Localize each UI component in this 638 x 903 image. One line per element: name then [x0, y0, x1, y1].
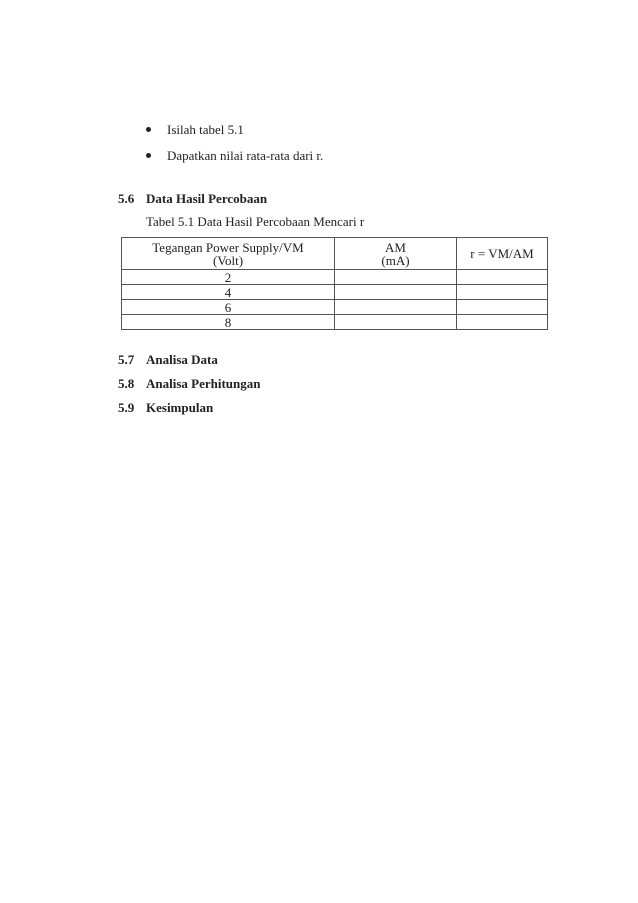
table-row	[122, 285, 548, 300]
section-heading-5-7	[118, 352, 218, 367]
header-am-line1: AM	[385, 239, 406, 255]
cell-am	[335, 285, 457, 300]
list-item	[146, 122, 323, 137]
cell-voltage: 4	[122, 285, 335, 300]
header-am-line2: (mA)	[381, 252, 410, 268]
section-number: 5.7	[118, 352, 135, 367]
table-row	[122, 300, 548, 315]
header-voltage-line1: Tegangan Power Supply/VM	[152, 239, 304, 255]
cell-r	[457, 270, 548, 285]
table-row	[122, 270, 548, 285]
section-number: 5.6	[118, 191, 135, 206]
list-item-text: Isilah tabel 5.1	[167, 122, 244, 137]
section-heading-5-6	[118, 191, 267, 206]
list-item-text: Dapatkan nilai rata-rata dari r.	[167, 148, 324, 163]
section-heading-5-8	[118, 376, 261, 391]
cell-voltage: 6	[122, 300, 335, 315]
bullet-icon	[146, 153, 151, 158]
section-number: 5.9	[118, 400, 135, 415]
section-title: Analisa Data	[146, 352, 218, 367]
section-title: Kesimpulan	[146, 400, 214, 415]
data-table	[121, 237, 548, 330]
instruction-list	[146, 122, 323, 174]
list-item	[146, 148, 323, 163]
cell-am	[335, 300, 457, 315]
section-heading-5-9	[118, 400, 213, 415]
table-caption: Tabel 5.1 Data Hasil Percobaan Mencari r	[146, 214, 365, 229]
table-header-row	[122, 238, 548, 270]
cell-voltage: 2	[122, 270, 335, 285]
cell-am	[335, 270, 457, 285]
table-row	[122, 315, 548, 330]
header-voltage-line2: (Volt)	[212, 252, 244, 268]
cell-r	[457, 300, 548, 315]
header-r: r = VM/AM	[457, 238, 548, 270]
section-title: Analisa Perhitungan	[146, 376, 261, 391]
cell-voltage: 8	[122, 315, 335, 330]
cell-r	[457, 285, 548, 300]
section-number: 5.8	[118, 376, 135, 391]
bullet-icon	[146, 127, 151, 132]
cell-am	[335, 315, 457, 330]
header-am	[335, 238, 457, 270]
header-voltage	[122, 238, 335, 270]
section-title: Data Hasil Percobaan	[146, 191, 268, 206]
cell-r	[457, 315, 548, 330]
